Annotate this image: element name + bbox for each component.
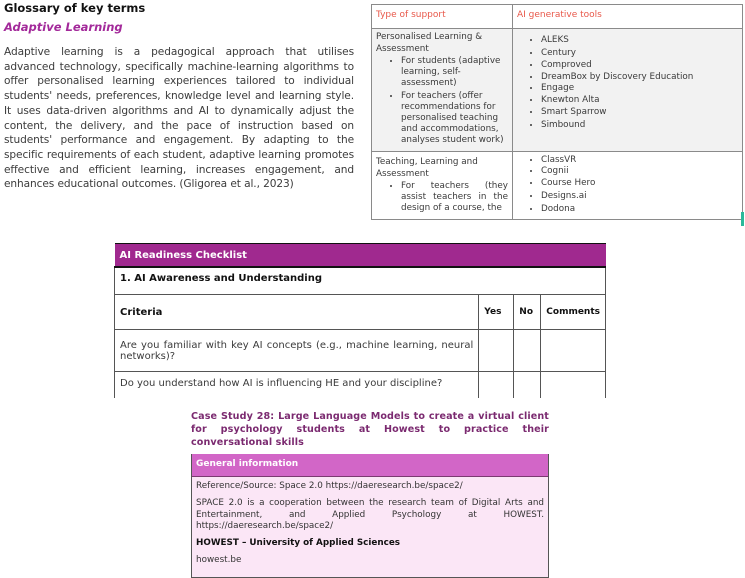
support-type-label: Personalised Learning & Assessment — [376, 32, 483, 54]
checklist-section-row — [115, 267, 606, 295]
table-row — [372, 29, 743, 152]
checklist-title: AI Readiness Checklist — [115, 244, 606, 268]
table-row — [115, 372, 606, 399]
support-type-cell — [372, 152, 513, 220]
list-item: • Simbound — [541, 119, 738, 132]
header-type-of-support: Type of support — [372, 5, 513, 29]
list-item: • Cognii — [541, 166, 738, 177]
support-type-label: Teaching, Learning and Assessment — [376, 157, 478, 179]
list-item: • Comproved — [541, 59, 738, 72]
institution-website: howest.be — [196, 555, 242, 566]
ai-tools-table — [371, 4, 743, 220]
list-item: • Designs.ai — [541, 190, 738, 203]
case-description: SPACE 2.0 is a cooperation between the research team of Digital Arts and Entertainment, and Applied Psychology at HOWEST. https://daeresearch.be/space2/ — [196, 498, 544, 531]
tools-cell — [513, 152, 743, 220]
checklist-table — [114, 243, 606, 398]
list-item: • Engage — [541, 83, 738, 94]
list-item: • Century — [541, 47, 738, 60]
glossary-section — [4, 0, 354, 192]
general-information-header: General information — [192, 454, 548, 477]
column-yes: Yes — [479, 295, 514, 330]
tools-list — [517, 34, 738, 131]
general-information-box — [191, 454, 549, 578]
no-cell[interactable] — [514, 372, 541, 399]
comments-cell[interactable] — [541, 330, 606, 372]
column-criteria: Criteria — [115, 295, 479, 330]
list-item: • Smart Sparrow — [541, 106, 738, 119]
table-row — [372, 152, 743, 220]
list-item: • Dodona — [541, 203, 738, 215]
column-comments: Comments — [541, 295, 606, 330]
criteria-question: Are you familiar with key AI concepts (e.g., machine learning, neural networks)? — [115, 330, 479, 372]
ai-tools-table-wrapper — [371, 4, 744, 233]
case-study-title: Case Study 28: Large Language Models to create a virtual client for psychology students at Howest to practice their conversational skills — [191, 411, 549, 448]
ai-readiness-checklist — [114, 243, 606, 398]
column-no: No — [514, 295, 541, 330]
list-item: • Course Hero — [541, 177, 738, 190]
table-header-row — [372, 5, 743, 29]
header-ai-tools: AI generative tools — [513, 5, 743, 29]
table-row — [115, 330, 606, 372]
tools-cell — [513, 29, 743, 152]
case-study-section — [191, 410, 549, 578]
tools-list — [517, 155, 738, 215]
list-item: • Knewton Alta — [541, 94, 738, 107]
yes-cell[interactable] — [479, 330, 514, 372]
glossary-definition: Adaptive learning is a pedagogical approach that utilises advanced technology, specifically machine-learning algorithms to offer personalised learning experiences tailored to individual students' needs, preferences, knowledge level and learning style. It uses data-driven algorithms and AI to dynamically adjust the content, the delivery, and the pace of instruction based on students' performance and engagement. By adapting to the specific requirements of each student, adaptive learning promotes effective and efficient learning, increases engagement, and enhances educational outcomes. (Gligorea et al., 2023) — [4, 46, 354, 191]
glossary-title: Glossary of key terms — [4, 1, 146, 15]
teal-marker — [741, 212, 744, 226]
no-cell[interactable] — [514, 330, 541, 372]
criteria-question: Do you understand how AI is influencing HE and your discipline? — [115, 372, 479, 399]
checklist-section-title: 1. AI Awareness and Understanding — [115, 267, 606, 295]
comments-cell[interactable] — [541, 372, 606, 399]
support-type-cell — [372, 29, 513, 152]
list-item: • ALEKS — [541, 34, 738, 47]
checklist-header-row — [115, 244, 606, 268]
checklist-column-header-row — [115, 295, 606, 330]
reference-source: Reference/Source: Space 2.0 https://daeresearch.be/space2/ — [196, 481, 463, 491]
yes-cell[interactable] — [479, 372, 514, 399]
list-item: • For teachers (offer recommendations for personalised teaching and accommodations, analyses student work) — [401, 91, 508, 146]
support-sub-list — [376, 56, 508, 146]
list-item: • For teachers (they assist teachers in the design of a course, the — [401, 181, 508, 214]
institution-name: HOWEST – University of Applied Sciences — [196, 538, 401, 549]
list-item: • DreamBox by Discovery Education — [541, 72, 738, 83]
list-item: • For students (adaptive learning, self-assessment) — [401, 56, 508, 89]
list-item: • ClassVR — [541, 155, 738, 166]
support-sub-list — [376, 181, 508, 214]
glossary-term: Adaptive Learning — [4, 20, 123, 34]
